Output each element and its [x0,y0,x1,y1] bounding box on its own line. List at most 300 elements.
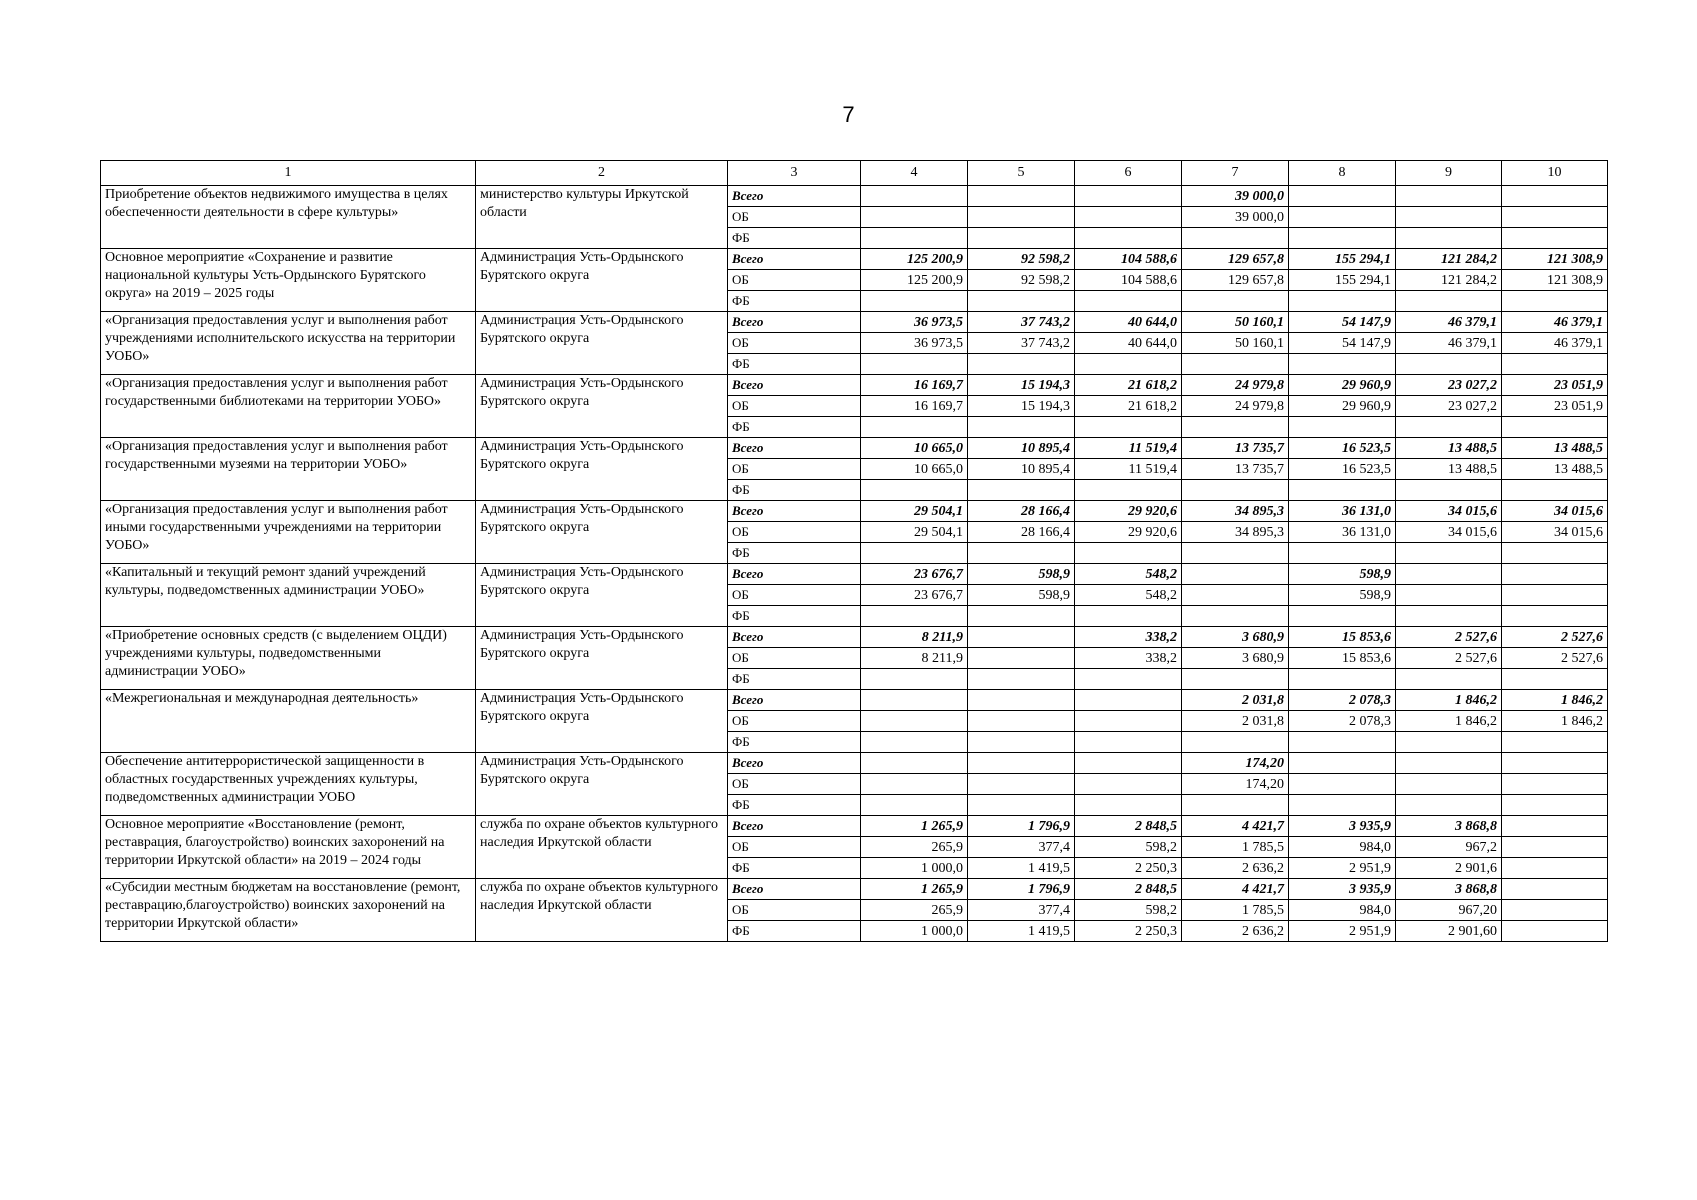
amount-cell: 13 488,5 [1396,438,1502,459]
amount-cell: 2 951,9 [1289,858,1396,879]
amount-cell [1182,417,1289,438]
amount-cell [1075,711,1182,732]
activity-name: Основное мероприятие «Сохранение и развитие национальной культуры Усть-Ордынского Бурятского округа» на 2019 – 2025 годы [101,249,476,312]
amount-cell [968,753,1075,774]
amount-cell [1502,837,1608,858]
funding-source: ФБ [728,732,861,753]
amount-cell [968,711,1075,732]
amount-cell [1502,186,1608,207]
amount-cell: 598,9 [968,585,1075,606]
amount-cell: 155 294,1 [1289,270,1396,291]
funding-source: Всего [728,438,861,459]
amount-cell: 2 636,2 [1182,858,1289,879]
activity-name: «Межрегиональная и международная деятельность» [101,690,476,753]
amount-cell [861,690,968,711]
amount-cell: 1 419,5 [968,921,1075,942]
amount-cell: 125 200,9 [861,270,968,291]
column-header: 10 [1502,161,1608,186]
amount-cell [1289,795,1396,816]
amount-cell: 1 846,2 [1502,711,1608,732]
amount-cell [1182,606,1289,627]
table-row [101,501,1608,522]
amount-cell: 23 676,7 [861,585,968,606]
amount-cell [968,228,1075,249]
amount-cell [1396,669,1502,690]
funding-source: Всего [728,816,861,837]
amount-cell: 46 379,1 [1396,312,1502,333]
amount-cell: 37 743,2 [968,333,1075,354]
amount-cell: 23 676,7 [861,564,968,585]
amount-cell: 265,9 [861,837,968,858]
funding-source: ОБ [728,396,861,417]
amount-cell [1396,564,1502,585]
activity-name: «Организация предоставления услуг и выполнения работ иными государственными учреждениями на территории УОБО» [101,501,476,564]
amount-cell: 4 421,7 [1182,879,1289,900]
amount-cell: 2 848,5 [1075,879,1182,900]
amount-cell [1396,354,1502,375]
amount-cell: 36 131,0 [1289,522,1396,543]
amount-cell [1289,774,1396,795]
table-row [101,690,1608,711]
amount-cell [861,774,968,795]
header-row [101,161,1608,186]
amount-cell [1396,228,1502,249]
amount-cell: 13 735,7 [1182,459,1289,480]
amount-cell: 121 284,2 [1396,270,1502,291]
amount-cell: 174,20 [1182,753,1289,774]
amount-cell: 3 868,8 [1396,816,1502,837]
amount-cell: 984,0 [1289,900,1396,921]
activity-name: Приобретение объектов недвижимого имущества в целях обеспеченности деятельности в сфере культуры» [101,186,476,249]
amount-cell [1502,921,1608,942]
amount-cell: 15 853,6 [1289,648,1396,669]
amount-cell [861,480,968,501]
activity-name: Обеспечение антитеррористической защищенности в областных государственных учреждениях культуры, подведомственных администрации УОБО [101,753,476,816]
amount-cell [861,711,968,732]
funding-source: ОБ [728,711,861,732]
amount-cell [861,543,968,564]
amount-cell [1396,291,1502,312]
amount-cell [1289,606,1396,627]
table-row [101,312,1608,333]
amount-cell: 2 527,6 [1502,627,1608,648]
amount-cell: 338,2 [1075,627,1182,648]
funding-source: Всего [728,879,861,900]
amount-cell: 8 211,9 [861,648,968,669]
amount-cell: 2 250,3 [1075,921,1182,942]
amount-cell: 40 644,0 [1075,312,1182,333]
funding-source: ФБ [728,543,861,564]
funding-source: Всего [728,501,861,522]
amount-cell [1182,291,1289,312]
amount-cell: 16 523,5 [1289,438,1396,459]
table-row [101,249,1608,270]
amount-cell [1075,354,1182,375]
amount-cell: 2 901,60 [1396,921,1502,942]
funding-source: ОБ [728,648,861,669]
amount-cell: 548,2 [1075,564,1182,585]
amount-cell: 598,9 [968,564,1075,585]
amount-cell: 2 078,3 [1289,711,1396,732]
amount-cell: 29 504,1 [861,501,968,522]
amount-cell [1502,564,1608,585]
amount-cell: 10 665,0 [861,438,968,459]
amount-cell: 13 488,5 [1502,459,1608,480]
amount-cell [1396,480,1502,501]
amount-cell: 1 419,5 [968,858,1075,879]
amount-cell: 125 200,9 [861,249,968,270]
amount-cell: 2 848,5 [1075,816,1182,837]
amount-cell [861,732,968,753]
amount-cell [1075,732,1182,753]
amount-cell: 11 519,4 [1075,459,1182,480]
amount-cell [1182,354,1289,375]
amount-cell: 10 895,4 [968,438,1075,459]
amount-cell: 36 973,5 [861,312,968,333]
amount-cell [1182,795,1289,816]
amount-cell: 8 211,9 [861,627,968,648]
amount-cell: 3 680,9 [1182,627,1289,648]
funding-source: ОБ [728,522,861,543]
amount-cell: 54 147,9 [1289,333,1396,354]
amount-cell: 1 796,9 [968,879,1075,900]
amount-cell [1502,879,1608,900]
amount-cell [1502,207,1608,228]
amount-cell: 1 000,0 [861,858,968,879]
amount-cell [1182,669,1289,690]
amount-cell: 15 194,3 [968,375,1075,396]
amount-cell: 3 868,8 [1396,879,1502,900]
amount-cell [1502,228,1608,249]
amount-cell [968,690,1075,711]
amount-cell [1075,690,1182,711]
table-row [101,753,1608,774]
amount-cell [1502,900,1608,921]
amount-cell: 15 853,6 [1289,627,1396,648]
amount-cell: 377,4 [968,900,1075,921]
amount-cell: 3 680,9 [1182,648,1289,669]
amount-cell: 13 735,7 [1182,438,1289,459]
amount-cell: 46 379,1 [1396,333,1502,354]
responsible-executor: министерство культуры Иркутской области [476,186,728,249]
funding-source: ОБ [728,270,861,291]
amount-cell [1502,816,1608,837]
amount-cell: 54 147,9 [1289,312,1396,333]
amount-cell [1396,732,1502,753]
amount-cell: 21 618,2 [1075,396,1182,417]
amount-cell [1182,543,1289,564]
amount-cell: 2 078,3 [1289,690,1396,711]
amount-cell [1502,480,1608,501]
amount-cell: 10 665,0 [861,459,968,480]
responsible-executor: Администрация Усть-Ордынского Бурятского округа [476,375,728,438]
amount-cell: 174,20 [1182,774,1289,795]
amount-cell [1075,795,1182,816]
amount-cell: 50 160,1 [1182,312,1289,333]
amount-cell [1075,228,1182,249]
amount-cell: 34 895,3 [1182,501,1289,522]
activity-name: «Организация предоставления услуг и выполнения работ государственными музеями на территории УОБО» [101,438,476,501]
amount-cell [1289,417,1396,438]
column-header: 4 [861,161,968,186]
amount-cell [1182,564,1289,585]
amount-cell: 2 250,3 [1075,858,1182,879]
amount-cell: 23 051,9 [1502,375,1608,396]
funding-source: ОБ [728,774,861,795]
amount-cell [1075,606,1182,627]
amount-cell [1396,186,1502,207]
amount-cell [1289,291,1396,312]
amount-cell: 265,9 [861,900,968,921]
amount-cell: 2 901,6 [1396,858,1502,879]
funding-source: ОБ [728,333,861,354]
amount-cell: 24 979,8 [1182,396,1289,417]
amount-cell [1396,606,1502,627]
amount-cell [861,186,968,207]
amount-cell [1502,585,1608,606]
amount-cell [1396,774,1502,795]
amount-cell [1396,753,1502,774]
amount-cell: 40 644,0 [1075,333,1182,354]
amount-cell: 34 015,6 [1396,501,1502,522]
funding-source: Всего [728,186,861,207]
amount-cell: 24 979,8 [1182,375,1289,396]
amount-cell [1182,228,1289,249]
amount-cell [1289,186,1396,207]
funding-source: Всего [728,564,861,585]
amount-cell: 598,9 [1289,564,1396,585]
amount-cell: 121 308,9 [1502,249,1608,270]
amount-cell [1075,186,1182,207]
activity-name: «Приобретение основных средств (с выделением ОЦДИ) учреждениями культуры, подведомственными администрации УОБО» [101,627,476,690]
amount-cell [1502,774,1608,795]
amount-cell: 1 846,2 [1396,690,1502,711]
budget-table [100,160,1608,942]
amount-cell [968,795,1075,816]
amount-cell: 13 488,5 [1396,459,1502,480]
amount-cell [1502,795,1608,816]
amount-cell: 28 166,4 [968,522,1075,543]
amount-cell [1289,732,1396,753]
amount-cell [1075,207,1182,228]
table-row [101,375,1608,396]
amount-cell [968,354,1075,375]
amount-cell: 23 051,9 [1502,396,1608,417]
funding-source: ФБ [728,417,861,438]
amount-cell: 23 027,2 [1396,375,1502,396]
amount-cell [968,627,1075,648]
amount-cell: 2 527,6 [1396,648,1502,669]
amount-cell: 377,4 [968,837,1075,858]
amount-cell: 36 131,0 [1289,501,1396,522]
amount-cell [861,354,968,375]
amount-cell [861,753,968,774]
amount-cell [968,291,1075,312]
table-row [101,627,1608,648]
amount-cell: 92 598,2 [968,270,1075,291]
amount-cell: 984,0 [1289,837,1396,858]
table-row [101,438,1608,459]
amount-cell: 29 960,9 [1289,396,1396,417]
activity-name: «Субсидии местным бюджетам на восстановление (ремонт, реставрацию,благоустройство) воинских захоронений на территории Иркутской области» [101,879,476,942]
amount-cell: 28 166,4 [968,501,1075,522]
responsible-executor: служба по охране объектов культурного наследия Иркутской области [476,879,728,942]
amount-cell [1289,543,1396,564]
amount-cell [1502,543,1608,564]
amount-cell: 598,2 [1075,900,1182,921]
amount-cell [861,417,968,438]
amount-cell [1396,543,1502,564]
amount-cell: 37 743,2 [968,312,1075,333]
amount-cell: 11 519,4 [1075,438,1182,459]
responsible-executor: Администрация Усть-Ордынского Бурятского округа [476,501,728,564]
amount-cell: 2 031,8 [1182,690,1289,711]
responsible-executor: Администрация Усть-Ордынского Бурятского округа [476,249,728,312]
amount-cell [1502,417,1608,438]
amount-cell [968,207,1075,228]
amount-cell: 1 265,9 [861,879,968,900]
amount-cell [1396,585,1502,606]
amount-cell: 29 504,1 [861,522,968,543]
amount-cell: 34 015,6 [1502,522,1608,543]
column-header: 7 [1182,161,1289,186]
amount-cell: 29 960,9 [1289,375,1396,396]
funding-source: ФБ [728,354,861,375]
responsible-executor: Администрация Усть-Ордынского Бурятского округа [476,438,728,501]
amount-cell [1502,291,1608,312]
amount-cell [968,186,1075,207]
amount-cell: 129 657,8 [1182,249,1289,270]
amount-cell [968,774,1075,795]
amount-cell: 39 000,0 [1182,186,1289,207]
table-row [101,816,1608,837]
amount-cell: 1 846,2 [1502,690,1608,711]
amount-cell: 121 308,9 [1502,270,1608,291]
amount-cell [1289,207,1396,228]
page-number: 7 [842,102,855,127]
table-row [101,186,1608,207]
amount-cell [1502,753,1608,774]
amount-cell [1289,480,1396,501]
amount-cell [968,543,1075,564]
amount-cell: 34 015,6 [1396,522,1502,543]
activity-name: «Организация предоставления услуг и выполнения работ государственными библиотеками на территории УОБО» [101,375,476,438]
funding-source: ФБ [728,669,861,690]
amount-cell: 4 421,7 [1182,816,1289,837]
funding-source: Всего [728,627,861,648]
amount-cell: 16 523,5 [1289,459,1396,480]
amount-cell: 10 895,4 [968,459,1075,480]
amount-cell [861,228,968,249]
activity-name: Основное мероприятие «Восстановление (ремонт, реставрация, благоустройство) воинских захоронений на территории Иркутской области» на 2019 – 2024 годы [101,816,476,879]
amount-cell: 2 951,9 [1289,921,1396,942]
amount-cell [1289,228,1396,249]
responsible-executor: Администрация Усть-Ордынского Бурятского округа [476,312,728,375]
amount-cell: 548,2 [1075,585,1182,606]
amount-cell [1075,480,1182,501]
amount-cell: 104 588,6 [1075,270,1182,291]
amount-cell [1502,858,1608,879]
funding-source: Всего [728,312,861,333]
amount-cell [861,795,968,816]
amount-cell [1075,291,1182,312]
amount-cell: 13 488,5 [1502,438,1608,459]
funding-source: Всего [728,375,861,396]
funding-source: Всего [728,753,861,774]
amount-cell: 338,2 [1075,648,1182,669]
amount-cell: 46 379,1 [1502,312,1608,333]
column-header: 9 [1396,161,1502,186]
amount-cell [861,291,968,312]
amount-cell [1075,753,1182,774]
table-body [101,186,1608,942]
amount-cell [1396,417,1502,438]
amount-cell [1289,753,1396,774]
amount-cell [1075,669,1182,690]
funding-source: ФБ [728,795,861,816]
amount-cell: 104 588,6 [1075,249,1182,270]
amount-cell: 46 379,1 [1502,333,1608,354]
amount-cell: 34 895,3 [1182,522,1289,543]
amount-cell: 121 284,2 [1396,249,1502,270]
amount-cell [1289,354,1396,375]
amount-cell [1396,795,1502,816]
responsible-executor: служба по охране объектов культурного наследия Иркутской области [476,816,728,879]
amount-cell: 1 796,9 [968,816,1075,837]
funding-source: ФБ [728,480,861,501]
table-row [101,879,1608,900]
amount-cell: 3 935,9 [1289,816,1396,837]
funding-source: ОБ [728,459,861,480]
amount-cell: 2 527,6 [1502,648,1608,669]
funding-source: ОБ [728,837,861,858]
responsible-executor: Администрация Усть-Ордынского Бурятского округа [476,753,728,816]
amount-cell [861,207,968,228]
column-header: 1 [101,161,476,186]
amount-cell [1502,354,1608,375]
amount-cell: 1 265,9 [861,816,968,837]
funding-source: ОБ [728,900,861,921]
amount-cell: 15 194,3 [968,396,1075,417]
amount-cell: 967,2 [1396,837,1502,858]
amount-cell [1182,585,1289,606]
amount-cell: 2 031,8 [1182,711,1289,732]
amount-cell [1182,480,1289,501]
amount-cell: 92 598,2 [968,249,1075,270]
column-header: 5 [968,161,1075,186]
amount-cell [1502,732,1608,753]
amount-cell [968,480,1075,501]
amount-cell: 1 846,2 [1396,711,1502,732]
responsible-executor: Администрация Усть-Ордынского Бурятского округа [476,690,728,753]
amount-cell: 50 160,1 [1182,333,1289,354]
column-header: 3 [728,161,861,186]
amount-cell: 598,9 [1289,585,1396,606]
amount-cell [968,732,1075,753]
amount-cell: 39 000,0 [1182,207,1289,228]
amount-cell: 129 657,8 [1182,270,1289,291]
column-header: 2 [476,161,728,186]
amount-cell [968,606,1075,627]
funding-source: Всего [728,690,861,711]
funding-source: ФБ [728,291,861,312]
amount-cell [968,648,1075,669]
funding-source: ФБ [728,606,861,627]
column-header: 6 [1075,161,1182,186]
amount-cell: 155 294,1 [1289,249,1396,270]
amount-cell: 34 015,6 [1502,501,1608,522]
funding-source: Всего [728,249,861,270]
